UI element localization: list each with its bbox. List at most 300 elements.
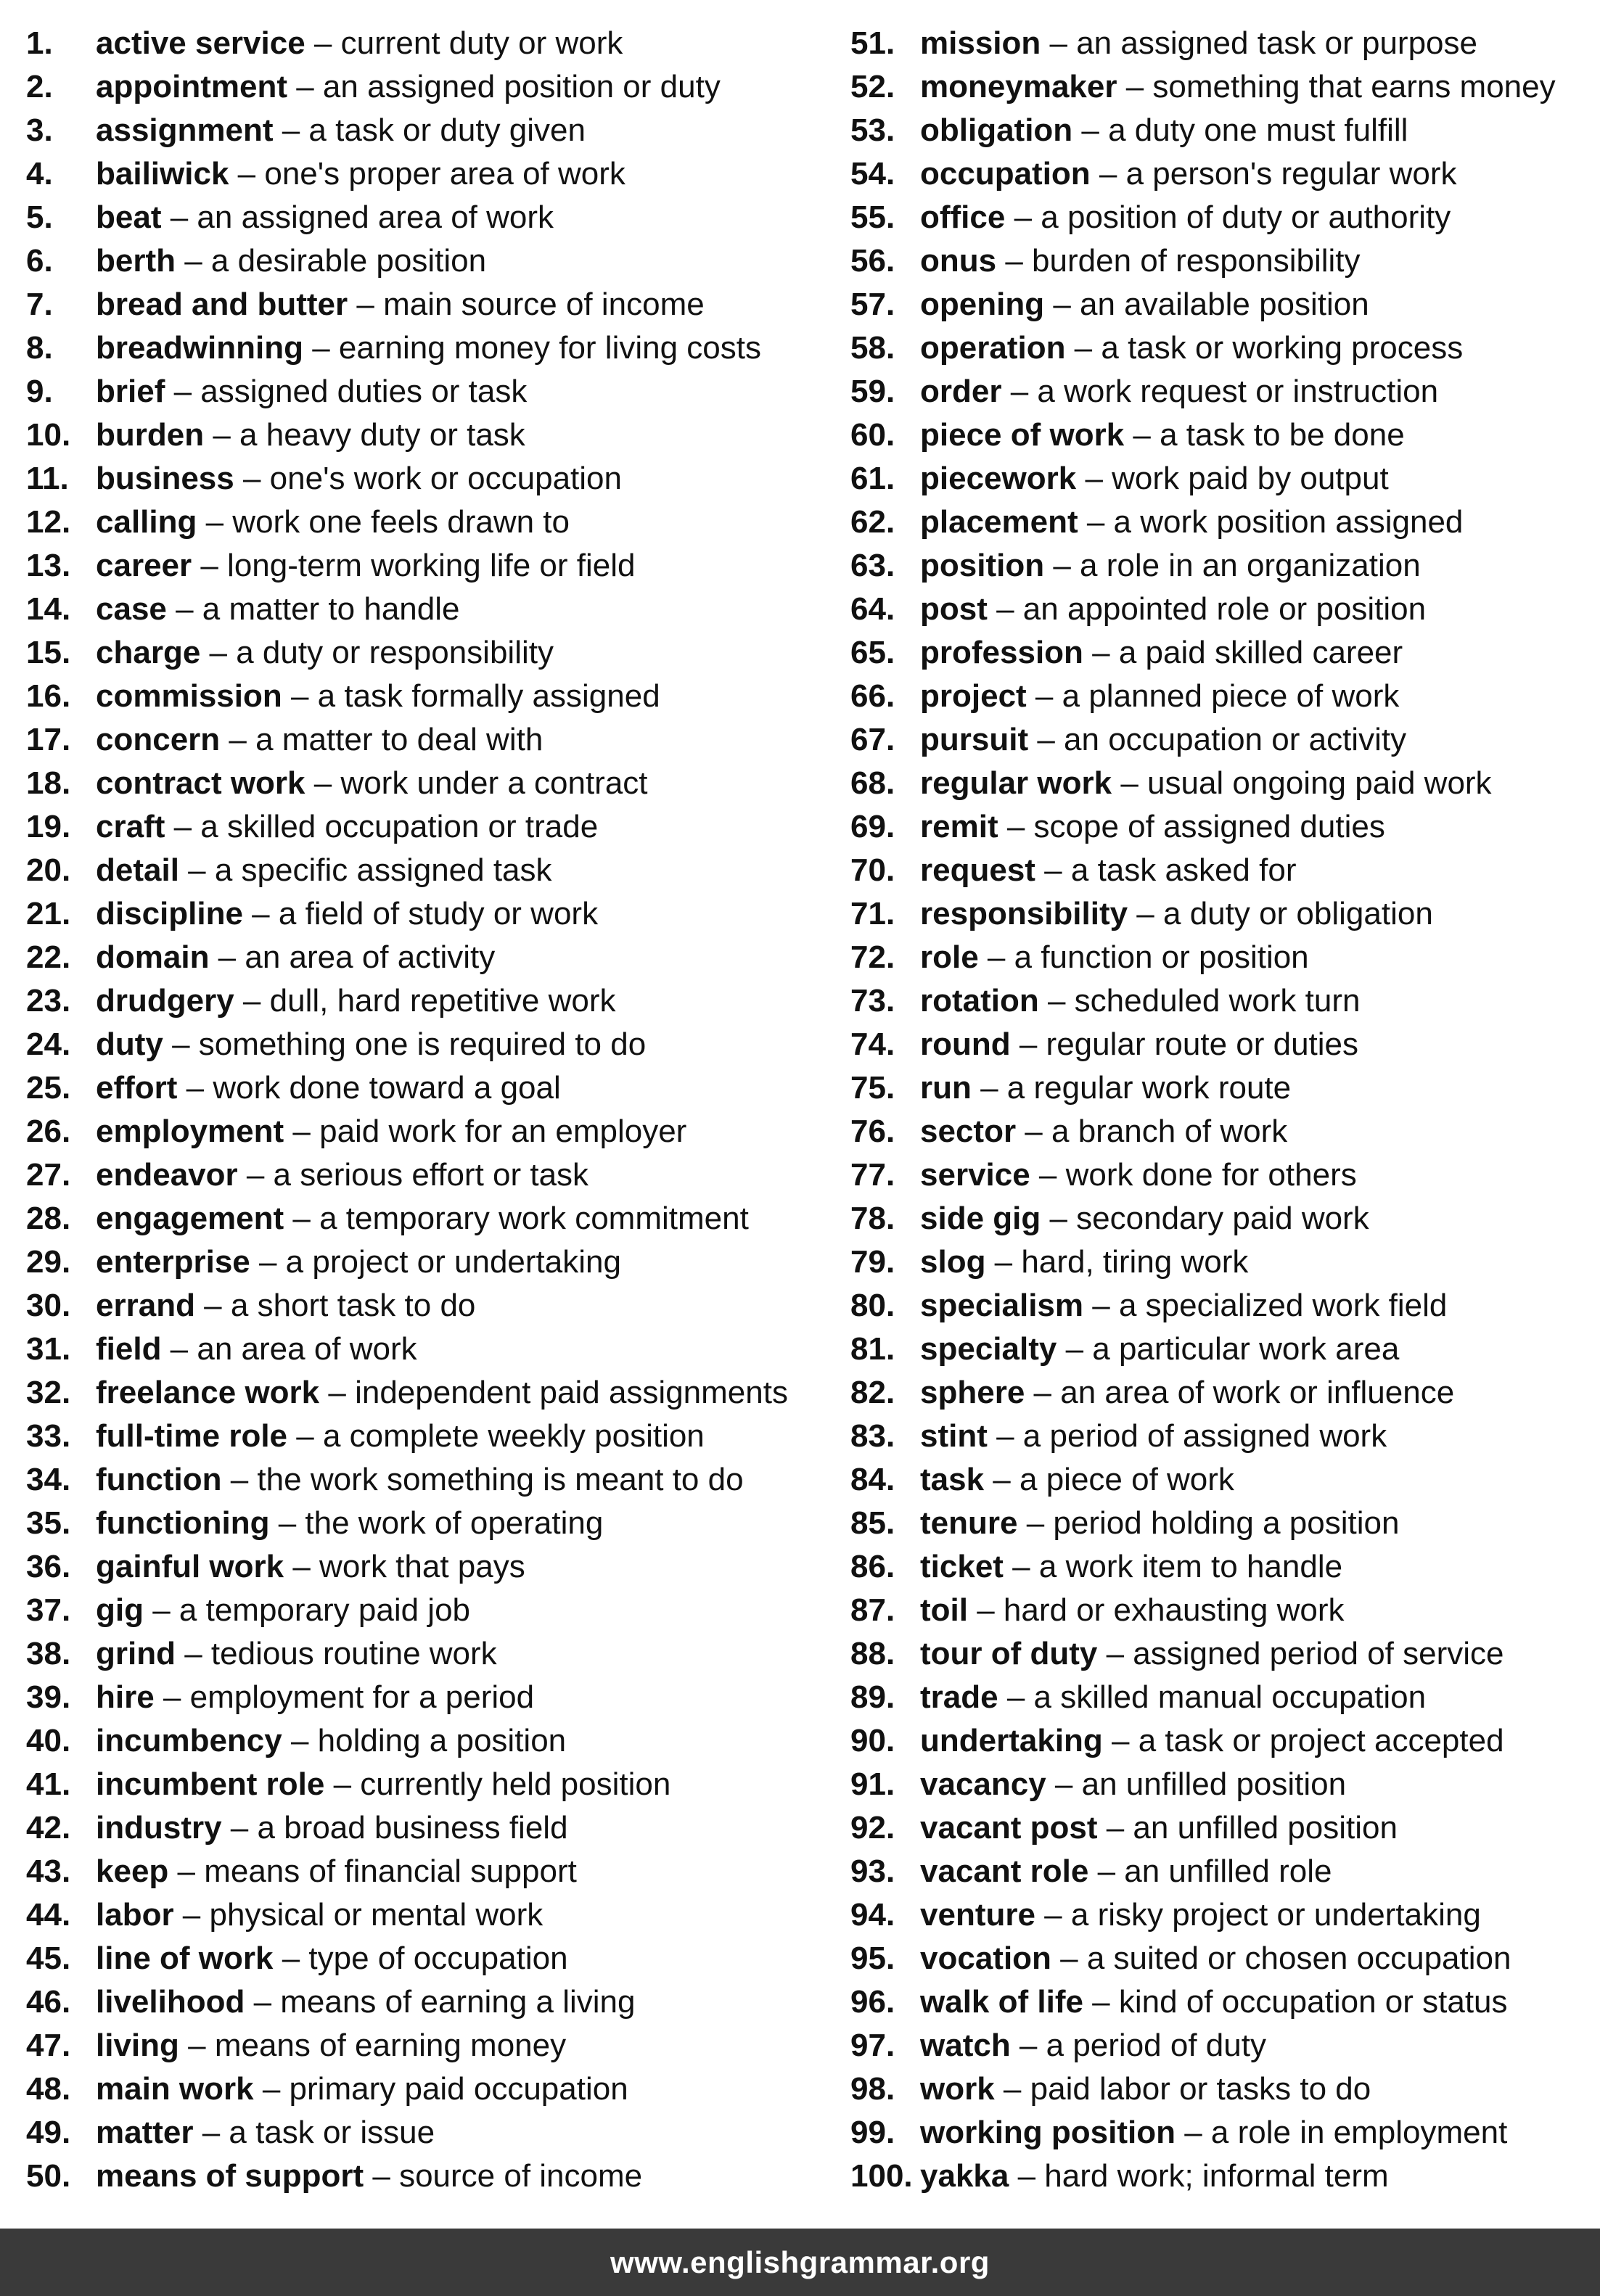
entry-number: 17. bbox=[26, 722, 71, 757]
word-entry bbox=[26, 762, 824, 805]
entry-definition: – a desirable position bbox=[176, 243, 487, 279]
entry-definition: – a short task to do bbox=[194, 1288, 476, 1323]
word-entry bbox=[850, 675, 1598, 718]
entry-number: 77. bbox=[850, 1157, 895, 1193]
word-entry bbox=[850, 1458, 1598, 1502]
entry-definition: – work that pays bbox=[284, 1549, 525, 1584]
entry-number: 31. bbox=[26, 1331, 71, 1367]
entry-word: yakka bbox=[920, 2158, 1009, 2194]
entry-word: livelihood bbox=[96, 1984, 245, 2020]
entry-number: 2. bbox=[26, 69, 53, 104]
word-entry bbox=[850, 326, 1598, 370]
entry-definition: – a matter to deal with bbox=[220, 722, 543, 757]
entry-word: engagement bbox=[96, 1201, 284, 1236]
entry-number: 18. bbox=[26, 765, 71, 801]
entry-definition: – a serious effort or task bbox=[237, 1157, 589, 1193]
entry-number: 30. bbox=[26, 1288, 71, 1323]
entry-word: vacancy bbox=[920, 1766, 1046, 1802]
word-entry bbox=[850, 2067, 1598, 2111]
entry-definition: – long-term working life or field bbox=[192, 548, 636, 583]
entry-number: 46. bbox=[26, 1984, 71, 2020]
entry-number: 67. bbox=[850, 722, 895, 757]
entry-definition: – burden of responsibility bbox=[996, 243, 1361, 279]
entry-definition: – the work something is meant to do bbox=[221, 1462, 744, 1497]
entry-word: specialism bbox=[920, 1288, 1084, 1323]
entry-definition: – a regular work route bbox=[971, 1070, 1292, 1106]
entry-definition: – regular route or duties bbox=[1010, 1026, 1359, 1062]
entry-word: ticket bbox=[920, 1549, 1004, 1584]
word-entry bbox=[26, 1371, 824, 1415]
entry-number: 88. bbox=[850, 1636, 895, 1671]
entry-number: 9. bbox=[26, 374, 53, 409]
entry-definition: – a work request or instruction bbox=[1001, 374, 1439, 409]
entry-number: 63. bbox=[850, 548, 895, 583]
word-entry bbox=[26, 457, 824, 501]
entry-definition: – a period of duty bbox=[1010, 2028, 1266, 2063]
entry-number: 89. bbox=[850, 1679, 895, 1715]
entry-definition: – a task to be done bbox=[1124, 417, 1405, 453]
entry-word: domain bbox=[96, 939, 210, 975]
entry-definition: – work paid by output bbox=[1076, 461, 1389, 496]
entry-word: enterprise bbox=[96, 1244, 250, 1280]
word-entry bbox=[850, 1502, 1598, 1545]
entry-word: mission bbox=[920, 25, 1041, 61]
entry-word: round bbox=[920, 1026, 1011, 1062]
entry-number: 6. bbox=[26, 243, 53, 279]
entry-word: side gig bbox=[920, 1201, 1041, 1236]
word-entry bbox=[26, 1589, 824, 1632]
word-entry bbox=[850, 196, 1598, 239]
entry-number: 91. bbox=[850, 1766, 895, 1802]
entry-definition: – a specialized work field bbox=[1083, 1288, 1448, 1323]
entry-word: remit bbox=[920, 809, 998, 844]
entry-definition: – a work item to handle bbox=[1003, 1549, 1343, 1584]
entry-word: tenure bbox=[920, 1505, 1018, 1541]
entry-word: role bbox=[920, 939, 979, 975]
entry-number: 68. bbox=[850, 765, 895, 801]
entry-number: 64. bbox=[850, 591, 895, 627]
word-entry bbox=[850, 1893, 1598, 1937]
word-entry bbox=[26, 501, 824, 544]
entry-definition: – a paid skilled career bbox=[1083, 635, 1403, 670]
word-entry bbox=[850, 1937, 1598, 1980]
word-entry bbox=[26, 2155, 824, 2198]
footer-bar bbox=[0, 2229, 1600, 2296]
entry-number: 28. bbox=[26, 1201, 71, 1236]
entry-word: industry bbox=[96, 1810, 222, 1846]
entry-number: 50. bbox=[26, 2158, 71, 2194]
entry-number: 55. bbox=[850, 199, 895, 235]
entry-definition: – a piece of work bbox=[984, 1462, 1234, 1497]
entry-word: piecework bbox=[920, 461, 1077, 496]
entry-word: onus bbox=[920, 243, 997, 279]
entry-number: 49. bbox=[26, 2115, 71, 2150]
entry-number: 99. bbox=[850, 2115, 895, 2150]
entry-word: profession bbox=[920, 635, 1083, 670]
entry-definition: – a particular work area bbox=[1057, 1331, 1400, 1367]
entry-word: discipline bbox=[96, 896, 243, 931]
entry-word: contract work bbox=[96, 765, 305, 801]
word-entry bbox=[26, 1893, 824, 1937]
word-entry bbox=[850, 936, 1598, 979]
entry-number: 11. bbox=[26, 461, 69, 496]
entry-definition: – an appointed role or position bbox=[987, 591, 1427, 627]
word-entry bbox=[850, 805, 1598, 849]
entry-word: stint bbox=[920, 1418, 988, 1454]
entry-number: 53. bbox=[850, 112, 895, 148]
entry-number: 1. bbox=[26, 25, 53, 61]
entry-number: 58. bbox=[850, 330, 895, 366]
word-entry bbox=[26, 544, 824, 588]
entry-word: commission bbox=[96, 678, 282, 714]
word-entry bbox=[26, 1632, 824, 1676]
entry-number: 94. bbox=[850, 1897, 895, 1933]
word-entry bbox=[26, 370, 824, 413]
entry-word: labor bbox=[96, 1897, 174, 1933]
word-entry bbox=[26, 1240, 824, 1284]
entry-definition: – currently held position bbox=[324, 1766, 671, 1802]
entry-word: position bbox=[920, 548, 1045, 583]
entry-word: bread and butter bbox=[96, 287, 348, 322]
entry-word: line of work bbox=[96, 1941, 274, 1976]
word-entry bbox=[850, 2024, 1598, 2067]
entry-word: run bbox=[920, 1070, 972, 1106]
word-entry bbox=[26, 1502, 824, 1545]
entry-definition: – a task or issue bbox=[193, 2115, 435, 2150]
entry-number: 48. bbox=[26, 2071, 71, 2107]
entry-word: pursuit bbox=[920, 722, 1029, 757]
entry-number: 74. bbox=[850, 1026, 895, 1062]
entry-definition: – a planned piece of work bbox=[1026, 678, 1400, 714]
entry-number: 69. bbox=[850, 809, 895, 844]
entry-number: 14. bbox=[26, 591, 71, 627]
word-entry bbox=[26, 1719, 824, 1763]
word-entry bbox=[850, 1023, 1598, 1066]
entry-word: career bbox=[96, 548, 192, 583]
word-entry bbox=[26, 413, 824, 457]
entry-definition: – a broad business field bbox=[221, 1810, 568, 1846]
entry-number: 40. bbox=[26, 1723, 71, 1758]
entry-number: 72. bbox=[850, 939, 895, 975]
entry-definition: – something one is required to do bbox=[163, 1026, 647, 1062]
word-entry bbox=[26, 1763, 824, 1806]
entry-word: active service bbox=[96, 25, 305, 61]
entry-word: bailiwick bbox=[96, 156, 229, 192]
word-entry bbox=[850, 1850, 1598, 1893]
entry-word: calling bbox=[96, 504, 197, 540]
entry-number: 79. bbox=[850, 1244, 895, 1280]
entry-word: regular work bbox=[920, 765, 1112, 801]
entry-definition: – a duty or obligation bbox=[1128, 896, 1433, 931]
word-entry bbox=[26, 2111, 824, 2155]
entry-word: slog bbox=[920, 1244, 986, 1280]
word-entry bbox=[850, 283, 1598, 326]
entry-word: brief bbox=[96, 374, 165, 409]
entry-definition: – an area of work or influence bbox=[1025, 1375, 1455, 1410]
entry-word: endeavor bbox=[96, 1157, 238, 1193]
entry-number: 51. bbox=[850, 25, 895, 61]
entry-number: 52. bbox=[850, 69, 895, 104]
entry-definition: – hard work; informal term bbox=[1009, 2158, 1389, 2194]
entry-word: employment bbox=[96, 1114, 284, 1149]
entry-definition: – type of occupation bbox=[273, 1941, 568, 1976]
entry-word: field bbox=[96, 1331, 162, 1367]
entry-word: duty bbox=[96, 1026, 163, 1062]
word-entry bbox=[26, 892, 824, 936]
entry-number: 23. bbox=[26, 983, 71, 1019]
entry-word: trade bbox=[920, 1679, 998, 1715]
entry-word: work bbox=[920, 2071, 995, 2107]
entry-definition: – a suited or chosen occupation bbox=[1051, 1941, 1511, 1976]
entry-number: 70. bbox=[850, 852, 895, 888]
word-entry bbox=[850, 631, 1598, 675]
entry-definition: – primary paid occupation bbox=[253, 2071, 628, 2107]
entry-number: 32. bbox=[26, 1375, 71, 1410]
entry-definition: – a task or working process bbox=[1065, 330, 1464, 366]
word-entry bbox=[850, 718, 1598, 762]
entry-definition: – the work of operating bbox=[269, 1505, 604, 1541]
word-entry bbox=[850, 1415, 1598, 1458]
entry-definition: – an assigned area of work bbox=[161, 199, 554, 235]
word-entry bbox=[26, 718, 824, 762]
entry-word: gainful work bbox=[96, 1549, 284, 1584]
entry-definition: – physical or mental work bbox=[173, 1897, 543, 1933]
word-entry bbox=[850, 2111, 1598, 2155]
entry-number: 41. bbox=[26, 1766, 71, 1802]
entry-number: 45. bbox=[26, 1941, 71, 1976]
entry-word: operation bbox=[920, 330, 1066, 366]
word-entry bbox=[26, 1110, 824, 1153]
entry-definition: – a function or position bbox=[978, 939, 1309, 975]
entry-number: 10. bbox=[26, 417, 71, 453]
entry-number: 33. bbox=[26, 1418, 71, 1454]
entry-word: working position bbox=[920, 2115, 1176, 2150]
word-entry bbox=[850, 1589, 1598, 1632]
word-entry bbox=[850, 239, 1598, 283]
entry-definition: – a project or undertaking bbox=[250, 1244, 621, 1280]
word-entry bbox=[850, 544, 1598, 588]
entry-definition: – current duty or work bbox=[305, 25, 623, 61]
entry-number: 36. bbox=[26, 1549, 71, 1584]
entry-number: 66. bbox=[850, 678, 895, 714]
entry-number: 78. bbox=[850, 1201, 895, 1236]
word-entry bbox=[850, 501, 1598, 544]
word-entry bbox=[26, 1937, 824, 1980]
entry-word: piece of work bbox=[920, 417, 1125, 453]
word-entry bbox=[850, 1980, 1598, 2024]
entry-word: appointment bbox=[96, 69, 287, 104]
word-entry bbox=[850, 1545, 1598, 1589]
entry-definition: – a skilled manual occupation bbox=[998, 1679, 1427, 1715]
entry-number: 47. bbox=[26, 2028, 71, 2063]
entry-word: service bbox=[920, 1157, 1030, 1193]
entry-definition: – an area of work bbox=[161, 1331, 417, 1367]
entry-word: walk of life bbox=[920, 1984, 1083, 2020]
entry-number: 21. bbox=[26, 896, 71, 931]
entry-word: venture bbox=[920, 1897, 1035, 1933]
entry-definition: – an occupation or activity bbox=[1028, 722, 1407, 757]
entry-word: sphere bbox=[920, 1375, 1025, 1410]
entry-number: 60. bbox=[850, 417, 895, 453]
entry-number: 84. bbox=[850, 1462, 895, 1497]
entry-word: incumbency bbox=[96, 1723, 282, 1758]
entry-number: 98. bbox=[850, 2071, 895, 2107]
word-entry bbox=[850, 109, 1598, 152]
entry-definition: – a heavy duty or task bbox=[204, 417, 525, 453]
word-entry bbox=[26, 1153, 824, 1197]
word-entry bbox=[850, 849, 1598, 892]
word-entry bbox=[26, 1806, 824, 1850]
entry-word: assignment bbox=[96, 112, 274, 148]
entry-definition: – source of income bbox=[364, 2158, 643, 2194]
entry-definition: – means of earning a living bbox=[245, 1984, 636, 2020]
entry-number: 71. bbox=[850, 896, 895, 931]
word-entry bbox=[850, 1328, 1598, 1371]
entry-word: task bbox=[920, 1462, 985, 1497]
word-entry bbox=[26, 283, 824, 326]
entry-number: 75. bbox=[850, 1070, 895, 1106]
entry-definition: – main source of income bbox=[348, 287, 705, 322]
entry-word: opening bbox=[920, 287, 1045, 322]
entry-word: post bbox=[920, 591, 988, 627]
entry-word: vacant post bbox=[920, 1810, 1098, 1846]
entry-definition: – tedious routine work bbox=[175, 1636, 497, 1671]
entry-definition: – a work position assigned bbox=[1078, 504, 1464, 540]
word-entry bbox=[850, 979, 1598, 1023]
entry-definition: – paid labor or tasks to do bbox=[994, 2071, 1371, 2107]
entry-definition: – holding a position bbox=[282, 1723, 567, 1758]
word-entry bbox=[26, 239, 824, 283]
word-entry bbox=[850, 1676, 1598, 1719]
entry-word: toil bbox=[920, 1592, 968, 1628]
entry-word: vocation bbox=[920, 1941, 1051, 1976]
entry-number: 29. bbox=[26, 1244, 71, 1280]
entry-number: 15. bbox=[26, 635, 71, 670]
entry-number: 8. bbox=[26, 330, 53, 366]
entry-definition: – secondary paid work bbox=[1041, 1201, 1369, 1236]
entry-number: 19. bbox=[26, 809, 71, 844]
entry-definition: – paid work for an employer bbox=[284, 1114, 687, 1149]
entry-word: main work bbox=[96, 2071, 254, 2107]
entry-word: craft bbox=[96, 809, 165, 844]
word-entry bbox=[850, 1719, 1598, 1763]
word-entry bbox=[26, 849, 824, 892]
entry-word: grind bbox=[96, 1636, 176, 1671]
entry-definition: – scheduled work turn bbox=[1038, 983, 1361, 1019]
entry-number: 16. bbox=[26, 678, 71, 714]
entry-number: 82. bbox=[850, 1375, 895, 1410]
entry-definition: – work done for others bbox=[1030, 1157, 1357, 1193]
entry-word: functioning bbox=[96, 1505, 270, 1541]
entry-number: 37. bbox=[26, 1592, 71, 1628]
entry-definition: – a specific assigned task bbox=[179, 852, 552, 888]
entry-number: 35. bbox=[26, 1505, 71, 1541]
word-entry bbox=[850, 892, 1598, 936]
entry-definition: – a task or duty given bbox=[273, 112, 586, 148]
entry-word: concern bbox=[96, 722, 221, 757]
entry-number: 25. bbox=[26, 1070, 71, 1106]
word-entry bbox=[26, 1415, 824, 1458]
entry-definition: – dull, hard repetitive work bbox=[234, 983, 616, 1019]
word-entry bbox=[850, 1284, 1598, 1328]
entry-number: 42. bbox=[26, 1810, 71, 1846]
entry-number: 93. bbox=[850, 1853, 895, 1889]
word-entry bbox=[850, 65, 1598, 109]
word-entry bbox=[26, 1980, 824, 2024]
word-entry bbox=[26, 1545, 824, 1589]
entry-word: gig bbox=[96, 1592, 144, 1628]
entry-definition: – assigned duties or task bbox=[165, 374, 528, 409]
entry-definition: – a skilled occupation or trade bbox=[165, 809, 599, 844]
entry-word: burden bbox=[96, 417, 205, 453]
entry-word: drudgery bbox=[96, 983, 234, 1019]
entry-number: 43. bbox=[26, 1853, 71, 1889]
entry-word: responsibility bbox=[920, 896, 1128, 931]
entry-number: 26. bbox=[26, 1114, 71, 1149]
entry-definition: – a matter to handle bbox=[166, 591, 460, 627]
word-entry bbox=[26, 1066, 824, 1110]
word-entry bbox=[850, 370, 1598, 413]
entry-word: vacant role bbox=[920, 1853, 1089, 1889]
entry-word: request bbox=[920, 852, 1035, 888]
entry-number: 87. bbox=[850, 1592, 895, 1628]
word-entry bbox=[850, 1240, 1598, 1284]
word-entry bbox=[26, 1676, 824, 1719]
word-entry bbox=[26, 1328, 824, 1371]
entry-definition: – employment for a period bbox=[154, 1679, 535, 1715]
word-entry bbox=[850, 588, 1598, 631]
entry-definition: – period holding a position bbox=[1017, 1505, 1400, 1541]
entry-word: errand bbox=[96, 1288, 195, 1323]
entry-word: berth bbox=[96, 243, 176, 279]
entry-definition: – a risky project or undertaking bbox=[1035, 1897, 1481, 1933]
word-entry bbox=[26, 22, 824, 65]
entry-definition: – a temporary work commitment bbox=[284, 1201, 749, 1236]
entry-definition: – work one feels drawn to bbox=[197, 504, 570, 540]
word-entry bbox=[26, 152, 824, 196]
word-entry bbox=[26, 196, 824, 239]
word-entry bbox=[850, 1632, 1598, 1676]
entry-word: case bbox=[96, 591, 167, 627]
word-list-left-column bbox=[26, 22, 824, 2198]
word-entry bbox=[850, 152, 1598, 196]
entry-definition: – assigned period of service bbox=[1097, 1636, 1504, 1671]
word-entry bbox=[26, 631, 824, 675]
word-entry bbox=[26, 65, 824, 109]
entry-word: obligation bbox=[920, 112, 1073, 148]
entry-definition: – kind of occupation or status bbox=[1083, 1984, 1508, 2020]
entry-number: 73. bbox=[850, 983, 895, 1019]
word-entry bbox=[26, 805, 824, 849]
word-entry bbox=[850, 1110, 1598, 1153]
entry-word: living bbox=[96, 2028, 179, 2063]
entry-definition: – independent paid assignments bbox=[319, 1375, 788, 1410]
entry-definition: – an available position bbox=[1044, 287, 1369, 322]
entry-definition: – an assigned position or duty bbox=[287, 69, 721, 104]
entry-definition: – one's proper area of work bbox=[229, 156, 625, 192]
entry-word: sector bbox=[920, 1114, 1017, 1149]
entry-number: 56. bbox=[850, 243, 895, 279]
entry-definition: – work under a contract bbox=[305, 765, 648, 801]
word-entry bbox=[26, 979, 824, 1023]
entry-definition: – hard or exhausting work bbox=[967, 1592, 1345, 1628]
word-entry bbox=[26, 1284, 824, 1328]
entry-word: hire bbox=[96, 1679, 155, 1715]
entry-definition: – a period of assigned work bbox=[987, 1418, 1387, 1454]
entry-definition: – a duty or responsibility bbox=[200, 635, 554, 670]
entry-definition: – means of earning money bbox=[179, 2028, 567, 2063]
entry-word: matter bbox=[96, 2115, 194, 2150]
